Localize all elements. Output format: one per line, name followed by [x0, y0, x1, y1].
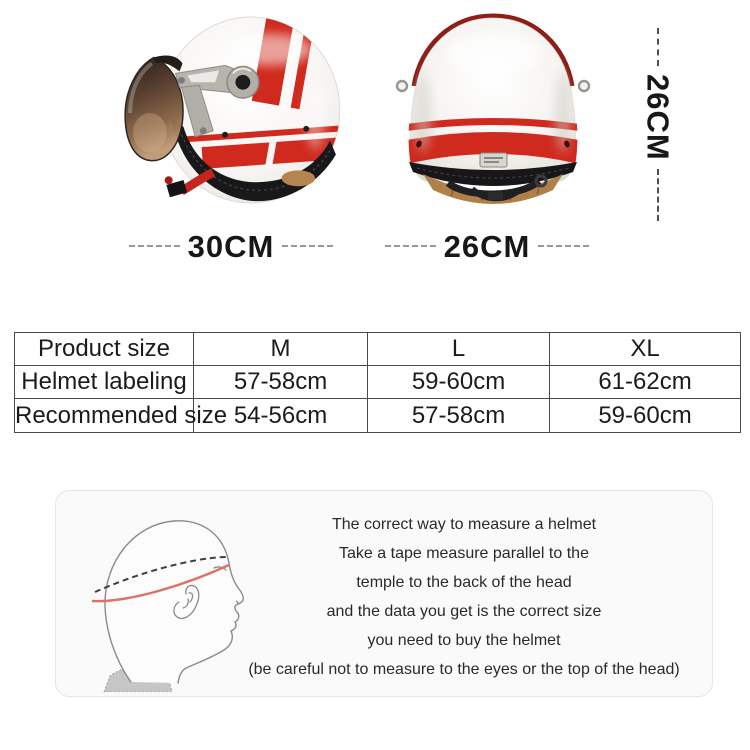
table-cell: 61-62cm	[550, 366, 741, 399]
dash-line	[657, 169, 659, 221]
table-cell: 59-60cm	[368, 366, 550, 399]
header-product-size: Product size	[15, 333, 194, 366]
snap-post	[397, 81, 407, 91]
table-cell: 57-58cm	[368, 399, 550, 433]
back-width-label: 26CM	[443, 228, 531, 264]
row-label: Helmet labeling	[15, 366, 194, 399]
back-height-dimension	[636, 28, 680, 228]
table-cell: 59-60cm	[550, 399, 741, 433]
table-cell: 57-58cm	[194, 366, 368, 399]
rivet-dot	[303, 126, 309, 132]
lining-pad	[281, 170, 315, 186]
table-cell: 54-56cm	[194, 399, 368, 433]
back-height-label: 26CM	[640, 74, 676, 161]
helmet-side-view-photo	[121, 12, 341, 205]
dash-line	[385, 245, 436, 247]
guide-line: and the data you get is the correct size	[326, 603, 602, 620]
guide-line: temple to the back of the head	[356, 574, 572, 591]
dash-line	[129, 245, 180, 247]
header-size-m: M	[194, 333, 368, 366]
dash-line	[657, 28, 659, 66]
dash-line	[282, 245, 333, 247]
certification-label	[480, 153, 507, 167]
guide-line: (be careful not to measure to the eyes or the top of the head)	[248, 661, 680, 678]
dash-line	[538, 245, 589, 247]
guide-line: The correct way to measure a helmet	[331, 516, 597, 533]
snap-post	[579, 81, 589, 91]
size-table-header-row	[15, 333, 741, 366]
measure-guide-text	[225, 510, 703, 684]
side-width-label: 30CM	[187, 228, 275, 264]
side-width-dimension	[120, 228, 342, 264]
table-row-recommended-size	[15, 399, 741, 433]
header-size-l: L	[368, 333, 550, 366]
rivet-dot	[222, 132, 228, 138]
guide-line: Take a tape measure parallel to the	[339, 545, 589, 562]
head-profile-outline	[105, 521, 243, 683]
size-table	[14, 332, 741, 433]
row-label: Recommended size	[15, 399, 194, 433]
guide-line: you need to buy the helmet	[367, 632, 561, 649]
table-row-helmet-labeling	[15, 366, 741, 399]
helmet-back-view-photo	[393, 12, 593, 210]
back-width-dimension	[376, 228, 598, 264]
header-size-xl: XL	[550, 333, 741, 366]
